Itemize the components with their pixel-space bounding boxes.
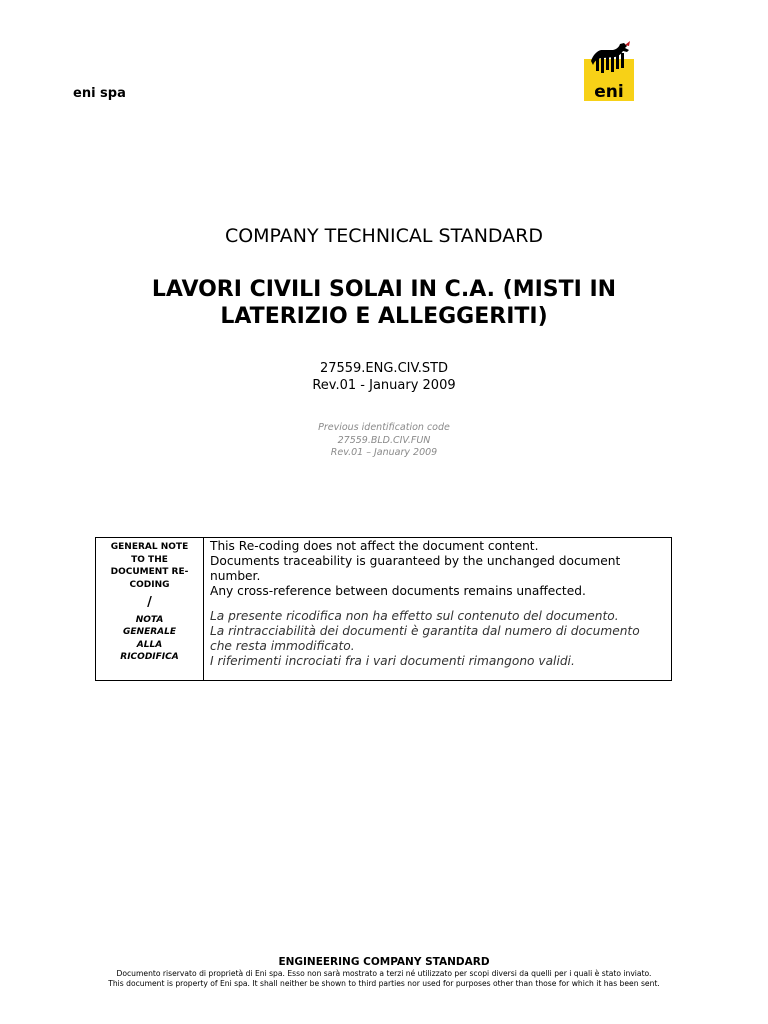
document-title [84, 276, 684, 330]
document-revision: Rev.01 - January 2009 [312, 378, 456, 393]
note-label-en-2: TO THE [131, 554, 168, 565]
previous-identification [0, 422, 768, 460]
document-title-line1: LAVORI CIVILI SOLAI IN C.A. (MISTI IN [151, 277, 617, 302]
note-en-2: Documents traceability is guaranteed by the unchanged document number. [210, 554, 621, 583]
note-label-it-4: RICODIFICA [120, 652, 179, 662]
footer-title: ENGINEERING COMPANY STANDARD [278, 956, 490, 968]
footer-notice-it: Documento riservato di proprietà di Eni spa. Esso non sarà mostrato a terzi né utilizzato per scopi diversi da quelli per i quali è stato inviato. [116, 969, 652, 978]
document-title-line2: LATERIZIO E ALLEGGERITI) [220, 304, 548, 329]
note-label-it-3: ALLA [136, 639, 163, 650]
company-name: eni spa [73, 86, 126, 101]
document-code-block [0, 360, 768, 394]
eni-logo [583, 41, 635, 101]
note-en-1: This Re-coding does not affect the document content. [210, 539, 539, 553]
previous-label: Previous identification code [318, 422, 450, 433]
document-code: 27559.ENG.CIV.STD [319, 361, 449, 376]
previous-code: 27559.BLD.CIV.FUN [337, 434, 431, 446]
note-label-it-2: GENERALE [123, 627, 176, 637]
footer [0, 956, 768, 989]
note-content-cell [204, 538, 671, 680]
note-it-1: La presente ricodifica non ha effetto sul contenuto del documento. [210, 609, 619, 623]
note-label-separator: / [147, 595, 152, 610]
note-it-2: La rintracciabilità dei documenti è garantita dal numero di documento che resta immodificato. [210, 624, 640, 653]
previous-revision: Rev.01 – January 2009 [330, 447, 438, 458]
note-it-3: I riferimenti incrociati fra i vari documenti rimangono validi. [210, 654, 575, 668]
logo-text: eni [594, 82, 624, 101]
note-label-it-1: NOTA [135, 614, 164, 625]
standard-type: COMPANY TECHNICAL STANDARD [224, 225, 544, 247]
recoding-note-table [95, 537, 672, 681]
note-label-en-4: CODING [129, 579, 170, 590]
footer-notice-en: This document is property of Eni spa. It shall neither be shown to third parties nor used for purposes other than those for which it has been sent. [108, 979, 660, 988]
note-label-en-3: DOCUMENT RE- [110, 567, 189, 577]
note-en-3: Any cross-reference between documents remains unaffected. [210, 584, 586, 598]
note-label-en-1: GENERAL NOTE [110, 542, 189, 552]
note-label-cell [96, 538, 204, 680]
